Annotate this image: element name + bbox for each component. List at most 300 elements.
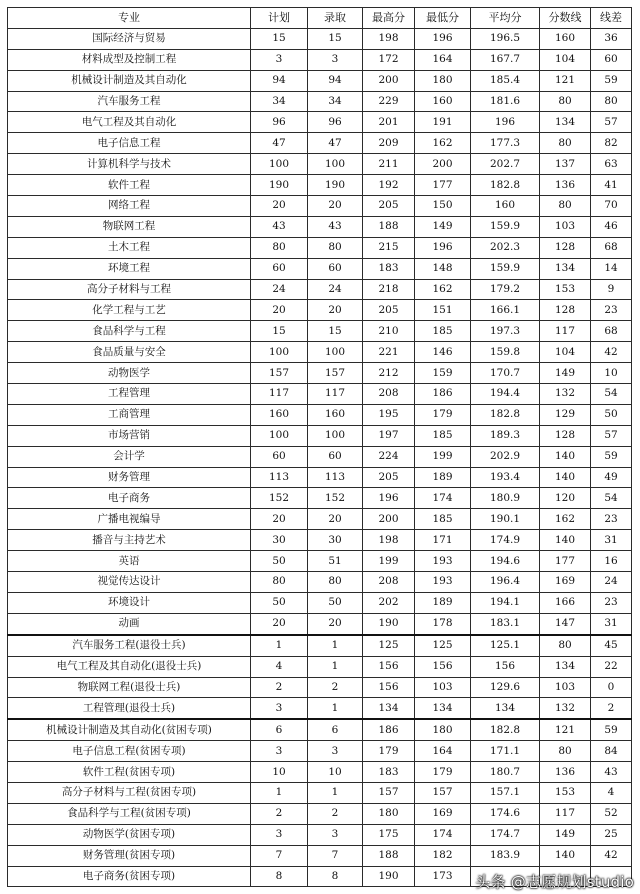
cell-min-score: 174 bbox=[415, 824, 471, 845]
cell-major: 电子商务 bbox=[8, 488, 251, 509]
cell-margin: 57 bbox=[591, 425, 632, 446]
cell-plan: 3 bbox=[251, 741, 308, 762]
cell-avg-score: 182.8 bbox=[471, 719, 540, 740]
cell-margin: 24 bbox=[591, 572, 632, 593]
cell-avg-score: 179.2 bbox=[471, 279, 540, 300]
cell-min-score: 191 bbox=[415, 112, 471, 133]
table-row bbox=[8, 762, 632, 783]
table-row bbox=[8, 321, 632, 342]
cell-avg-score: 185.4 bbox=[471, 70, 540, 91]
cell-min-score: 180 bbox=[415, 70, 471, 91]
cell-margin: 43 bbox=[591, 762, 632, 783]
cell-admitted: 3 bbox=[308, 741, 363, 762]
cell-min-score: 193 bbox=[415, 572, 471, 593]
table-row bbox=[8, 741, 632, 762]
cell-avg-score: 190.1 bbox=[471, 509, 540, 530]
cell-cutoff: 80 bbox=[540, 196, 591, 217]
cell-margin: 31 bbox=[591, 530, 632, 551]
cell-plan: 7 bbox=[251, 845, 308, 866]
cell-major: 网络工程 bbox=[8, 196, 251, 217]
cell-major: 电气工程及其自动化(退役士兵) bbox=[8, 656, 251, 677]
cell-min-score: 160 bbox=[415, 91, 471, 112]
cell-avg-score: 194.6 bbox=[471, 551, 540, 572]
cell-plan: 50 bbox=[251, 592, 308, 613]
cell-avg-score: 157.1 bbox=[471, 782, 540, 803]
cell-cutoff: 128 bbox=[540, 425, 591, 446]
cell-admitted: 20 bbox=[308, 509, 363, 530]
col-header-margin: 线差 bbox=[591, 8, 632, 29]
cell-plan: 20 bbox=[251, 613, 308, 634]
table-row bbox=[8, 175, 632, 196]
cell-min-score: 164 bbox=[415, 49, 471, 70]
cell-cutoff: 136 bbox=[540, 762, 591, 783]
cell-plan: 100 bbox=[251, 154, 308, 175]
cell-avg-score: 202.9 bbox=[471, 446, 540, 467]
cell-min-score: 185 bbox=[415, 425, 471, 446]
cell-min-score: 134 bbox=[415, 698, 471, 719]
cell-margin: 60 bbox=[591, 49, 632, 70]
cell-major: 土木工程 bbox=[8, 237, 251, 258]
cell-major: 机械设计制造及其自动化(贫困专项) bbox=[8, 719, 251, 740]
cell-max-score: 175 bbox=[363, 824, 415, 845]
cell-avg-score: 160 bbox=[471, 196, 540, 217]
cell-admitted: 96 bbox=[308, 112, 363, 133]
cell-max-score: 156 bbox=[363, 677, 415, 698]
cell-margin: 4 bbox=[591, 782, 632, 803]
cell-max-score: 172 bbox=[363, 49, 415, 70]
cell-cutoff: 140 bbox=[540, 845, 591, 866]
cell-max-score: 188 bbox=[363, 216, 415, 237]
table-row bbox=[8, 592, 632, 613]
cell-avg-score: 174.6 bbox=[471, 803, 540, 824]
cell-major: 视觉传达设计 bbox=[8, 572, 251, 593]
cell-plan: 160 bbox=[251, 404, 308, 425]
cell-cutoff: 132 bbox=[540, 384, 591, 405]
cell-min-score: 185 bbox=[415, 509, 471, 530]
cell-margin: 9 bbox=[591, 279, 632, 300]
cell-avg-score: 125.1 bbox=[471, 635, 540, 656]
cell-cutoff: 134 bbox=[540, 112, 591, 133]
cell-plan: 50 bbox=[251, 551, 308, 572]
cell-plan: 2 bbox=[251, 677, 308, 698]
cell-avg-score: 159.9 bbox=[471, 216, 540, 237]
table-row bbox=[8, 342, 632, 363]
cell-admitted: 60 bbox=[308, 446, 363, 467]
table-row bbox=[8, 28, 632, 49]
cell-plan: 6 bbox=[251, 719, 308, 740]
cell-admitted: 152 bbox=[308, 488, 363, 509]
cell-avg-score: 182.8 bbox=[471, 404, 540, 425]
cell-margin: 84 bbox=[591, 741, 632, 762]
table-row bbox=[8, 845, 632, 866]
cell-avg-score: 167.7 bbox=[471, 49, 540, 70]
table-row bbox=[8, 425, 632, 446]
cell-margin: 23 bbox=[591, 509, 632, 530]
table-row bbox=[8, 300, 632, 321]
cell-min-score: 171 bbox=[415, 530, 471, 551]
cell-admitted: 50 bbox=[308, 592, 363, 613]
cell-max-score: 134 bbox=[363, 698, 415, 719]
cell-min-score: 125 bbox=[415, 635, 471, 656]
cell-max-score: 200 bbox=[363, 509, 415, 530]
cell-plan: 157 bbox=[251, 363, 308, 384]
cell-min-score: 186 bbox=[415, 384, 471, 405]
cell-plan: 152 bbox=[251, 488, 308, 509]
cell-margin: 68 bbox=[591, 237, 632, 258]
cell-cutoff: 149 bbox=[540, 824, 591, 845]
cell-plan: 20 bbox=[251, 509, 308, 530]
cell-min-score: 148 bbox=[415, 258, 471, 279]
cell-major: 汽车服务工程(退役士兵) bbox=[8, 635, 251, 656]
cell-plan: 15 bbox=[251, 321, 308, 342]
cell-min-score: 196 bbox=[415, 237, 471, 258]
table-row bbox=[8, 154, 632, 175]
cell-cutoff: 80 bbox=[540, 635, 591, 656]
cell-margin: 25 bbox=[591, 824, 632, 845]
cell-major: 电气工程及其自动化 bbox=[8, 112, 251, 133]
cell-min-score: 193 bbox=[415, 551, 471, 572]
table-row bbox=[8, 656, 632, 677]
cell-max-score: 224 bbox=[363, 446, 415, 467]
cell-max-score: 192 bbox=[363, 175, 415, 196]
cell-cutoff: 177 bbox=[540, 551, 591, 572]
cell-margin: 52 bbox=[591, 803, 632, 824]
cell-admitted: 6 bbox=[308, 719, 363, 740]
cell-avg-score: 134 bbox=[471, 698, 540, 719]
cell-min-score: 151 bbox=[415, 300, 471, 321]
cell-cutoff: 160 bbox=[540, 28, 591, 49]
cell-plan: 117 bbox=[251, 384, 308, 405]
cell-avg-score: 197.3 bbox=[471, 321, 540, 342]
cell-avg-score: 156 bbox=[471, 656, 540, 677]
cell-max-score: 205 bbox=[363, 467, 415, 488]
col-header-plan: 计划 bbox=[251, 8, 308, 29]
cell-plan: 113 bbox=[251, 467, 308, 488]
cell-min-score: 103 bbox=[415, 677, 471, 698]
cell-cutoff: 117 bbox=[540, 321, 591, 342]
cell-major: 国际经济与贸易 bbox=[8, 28, 251, 49]
cell-avg-score: 202.3 bbox=[471, 237, 540, 258]
cell-cutoff: 137 bbox=[540, 154, 591, 175]
cell-plan: 20 bbox=[251, 196, 308, 217]
cell-admitted: 3 bbox=[308, 824, 363, 845]
cell-margin: 41 bbox=[591, 175, 632, 196]
col-header-avg-score: 平均分 bbox=[471, 8, 540, 29]
cell-cutoff: 140 bbox=[540, 446, 591, 467]
cell-major: 食品科学与工程 bbox=[8, 321, 251, 342]
cell-admitted: 80 bbox=[308, 237, 363, 258]
cell-admitted: 20 bbox=[308, 613, 363, 634]
cell-plan: 100 bbox=[251, 342, 308, 363]
cell-admitted: 80 bbox=[308, 572, 363, 593]
cell-max-score: 125 bbox=[363, 635, 415, 656]
cell-plan: 10 bbox=[251, 762, 308, 783]
cell-margin: 63 bbox=[591, 154, 632, 175]
cell-max-score: 180 bbox=[363, 803, 415, 824]
cell-margin: 82 bbox=[591, 133, 632, 154]
cell-min-score: 189 bbox=[415, 467, 471, 488]
cell-margin: 54 bbox=[591, 488, 632, 509]
cell-cutoff: 134 bbox=[540, 656, 591, 677]
cell-avg-score: 194.4 bbox=[471, 384, 540, 405]
cell-avg-score: 202.7 bbox=[471, 154, 540, 175]
cell-major: 动物医学(贫困专项) bbox=[8, 824, 251, 845]
cell-admitted: 7 bbox=[308, 845, 363, 866]
cell-max-score: 183 bbox=[363, 762, 415, 783]
cell-max-score: 208 bbox=[363, 384, 415, 405]
cell-max-score: 198 bbox=[363, 530, 415, 551]
cell-cutoff: 147 bbox=[540, 613, 591, 634]
cell-plan: 1 bbox=[251, 782, 308, 803]
cell-admitted: 113 bbox=[308, 467, 363, 488]
col-header-min-score: 最低分 bbox=[415, 8, 471, 29]
cell-margin: 42 bbox=[591, 845, 632, 866]
cell-cutoff: 104 bbox=[540, 342, 591, 363]
cell-avg-score: 166.1 bbox=[471, 300, 540, 321]
cell-avg-score: 189.3 bbox=[471, 425, 540, 446]
cell-cutoff: 129 bbox=[540, 404, 591, 425]
cell-admitted: 100 bbox=[308, 154, 363, 175]
col-header-cutoff: 分数线 bbox=[540, 8, 591, 29]
cell-min-score: 159 bbox=[415, 363, 471, 384]
cell-plan: 43 bbox=[251, 216, 308, 237]
cell-max-score: 209 bbox=[363, 133, 415, 154]
cell-min-score: 180 bbox=[415, 719, 471, 740]
cell-margin: 80 bbox=[591, 91, 632, 112]
table-row bbox=[8, 216, 632, 237]
cell-major: 高分子材料与工程 bbox=[8, 279, 251, 300]
cell-major: 会计学 bbox=[8, 446, 251, 467]
cell-major: 广播电视编导 bbox=[8, 509, 251, 530]
col-header-major: 专业 bbox=[8, 8, 251, 29]
cell-max-score: 221 bbox=[363, 342, 415, 363]
cell-plan: 96 bbox=[251, 112, 308, 133]
table-row bbox=[8, 446, 632, 467]
cell-max-score: 156 bbox=[363, 656, 415, 677]
cell-margin: 23 bbox=[591, 592, 632, 613]
cell-max-score: 179 bbox=[363, 741, 415, 762]
table-row bbox=[8, 635, 632, 656]
cell-margin: 14 bbox=[591, 258, 632, 279]
cell-admitted: 15 bbox=[308, 321, 363, 342]
cell-admitted: 24 bbox=[308, 279, 363, 300]
cell-avg-score: 180.9 bbox=[471, 488, 540, 509]
cell-cutoff: 128 bbox=[540, 300, 591, 321]
cell-max-score: 218 bbox=[363, 279, 415, 300]
cell-avg-score: 177.3 bbox=[471, 133, 540, 154]
cell-major: 食品质量与安全 bbox=[8, 342, 251, 363]
table-row bbox=[8, 719, 632, 740]
cell-min-score: 196 bbox=[415, 28, 471, 49]
cell-min-score: 189 bbox=[415, 592, 471, 613]
cell-admitted: 30 bbox=[308, 530, 363, 551]
cell-plan: 80 bbox=[251, 237, 308, 258]
cell-admitted: 20 bbox=[308, 196, 363, 217]
cell-cutoff: 80 bbox=[540, 91, 591, 112]
table-row bbox=[8, 49, 632, 70]
cell-major: 动画 bbox=[8, 613, 251, 634]
cell-min-score: 178 bbox=[415, 613, 471, 634]
cell-max-score: 190 bbox=[363, 866, 415, 887]
cell-min-score: 150 bbox=[415, 196, 471, 217]
cell-avg-score: 196.4 bbox=[471, 572, 540, 593]
cell-avg-score: 183.9 bbox=[471, 845, 540, 866]
cell-min-score: 173 bbox=[415, 866, 471, 887]
cell-margin: 0 bbox=[591, 677, 632, 698]
table-row bbox=[8, 91, 632, 112]
cell-plan: 30 bbox=[251, 530, 308, 551]
table-row bbox=[8, 279, 632, 300]
table-body bbox=[8, 28, 632, 887]
cell-admitted: 190 bbox=[308, 175, 363, 196]
cell-cutoff: 136 bbox=[540, 175, 591, 196]
cell-major: 播音与主持艺术 bbox=[8, 530, 251, 551]
cell-min-score: 174 bbox=[415, 488, 471, 509]
cell-max-score: 208 bbox=[363, 572, 415, 593]
cell-plan: 4 bbox=[251, 656, 308, 677]
cell-max-score: 202 bbox=[363, 592, 415, 613]
cell-major: 环境设计 bbox=[8, 592, 251, 613]
cell-margin: 10 bbox=[591, 363, 632, 384]
cell-cutoff: 162 bbox=[540, 509, 591, 530]
cell-major: 市场营销 bbox=[8, 425, 251, 446]
table-row bbox=[8, 551, 632, 572]
cell-plan: 15 bbox=[251, 28, 308, 49]
table-row bbox=[8, 824, 632, 845]
cell-major: 工商管理 bbox=[8, 404, 251, 425]
cell-margin: 31 bbox=[591, 613, 632, 634]
cell-admitted: 94 bbox=[308, 70, 363, 91]
cell-max-score: 200 bbox=[363, 70, 415, 91]
cell-margin: 50 bbox=[591, 404, 632, 425]
cell-margin: 59 bbox=[591, 719, 632, 740]
cell-min-score: 179 bbox=[415, 762, 471, 783]
cell-plan: 1 bbox=[251, 635, 308, 656]
cell-margin: 59 bbox=[591, 70, 632, 91]
cell-max-score: 186 bbox=[363, 719, 415, 740]
cell-admitted: 60 bbox=[308, 258, 363, 279]
cell-cutoff: 132 bbox=[540, 698, 591, 719]
col-header-admitted: 录取 bbox=[308, 8, 363, 29]
cell-cutoff: 80 bbox=[540, 133, 591, 154]
table-row bbox=[8, 698, 632, 719]
table-row bbox=[8, 70, 632, 91]
cell-avg-score: 180.7 bbox=[471, 762, 540, 783]
cell-max-score: 197 bbox=[363, 425, 415, 446]
cell-cutoff: 103 bbox=[540, 677, 591, 698]
cell-major: 动物医学 bbox=[8, 363, 251, 384]
table-row bbox=[8, 509, 632, 530]
cell-major: 物联网工程 bbox=[8, 216, 251, 237]
cell-min-score: 156 bbox=[415, 656, 471, 677]
cell-plan: 8 bbox=[251, 866, 308, 887]
cell-margin: 42 bbox=[591, 342, 632, 363]
cell-max-score: 198 bbox=[363, 28, 415, 49]
cell-plan: 190 bbox=[251, 175, 308, 196]
table-row bbox=[8, 237, 632, 258]
table-row bbox=[8, 384, 632, 405]
cell-margin: 23 bbox=[591, 300, 632, 321]
cell-avg-score: 193.4 bbox=[471, 467, 540, 488]
table-row bbox=[8, 404, 632, 425]
cell-major: 物联网工程(退役士兵) bbox=[8, 677, 251, 698]
cell-max-score: 229 bbox=[363, 91, 415, 112]
cell-margin: 46 bbox=[591, 216, 632, 237]
cell-max-score: 205 bbox=[363, 300, 415, 321]
cell-avg-score: 129.6 bbox=[471, 677, 540, 698]
cell-major: 计算机科学与技术 bbox=[8, 154, 251, 175]
table-row bbox=[8, 467, 632, 488]
cell-cutoff: 103 bbox=[540, 216, 591, 237]
cell-plan: 3 bbox=[251, 824, 308, 845]
cell-max-score: 199 bbox=[363, 551, 415, 572]
cell-avg-score: 183.1 bbox=[471, 613, 540, 634]
cell-major: 电子信息工程(贫困专项) bbox=[8, 741, 251, 762]
cell-admitted: 43 bbox=[308, 216, 363, 237]
cell-min-score: 157 bbox=[415, 782, 471, 803]
cell-major: 软件工程(贫困专项) bbox=[8, 762, 251, 783]
cell-margin: 57 bbox=[591, 112, 632, 133]
cell-cutoff: 104 bbox=[540, 49, 591, 70]
cell-avg-score: 171.1 bbox=[471, 741, 540, 762]
cell-admitted: 15 bbox=[308, 28, 363, 49]
cell-major: 汽车服务工程 bbox=[8, 91, 251, 112]
cell-max-score: 212 bbox=[363, 363, 415, 384]
cell-admitted: 10 bbox=[308, 762, 363, 783]
cell-major: 电子商务(贫困专项) bbox=[8, 866, 251, 887]
cell-admitted: 1 bbox=[308, 698, 363, 719]
cell-cutoff: 120 bbox=[540, 488, 591, 509]
cell-major: 英语 bbox=[8, 551, 251, 572]
cell-admitted: 160 bbox=[308, 404, 363, 425]
cell-plan: 3 bbox=[251, 698, 308, 719]
cell-cutoff: 166 bbox=[540, 592, 591, 613]
cell-major: 食品科学与工程(贫困专项) bbox=[8, 803, 251, 824]
watermark: 头条 @志愿规划studio bbox=[475, 873, 634, 891]
cell-max-score: 215 bbox=[363, 237, 415, 258]
table-row bbox=[8, 133, 632, 154]
header-row bbox=[8, 8, 632, 29]
table-row bbox=[8, 196, 632, 217]
cell-major: 电子信息工程 bbox=[8, 133, 251, 154]
cell-admitted: 47 bbox=[308, 133, 363, 154]
cell-major: 高分子材料与工程(贫困专项) bbox=[8, 782, 251, 803]
table-row bbox=[8, 258, 632, 279]
cell-admitted: 34 bbox=[308, 91, 363, 112]
cell-cutoff: 153 bbox=[540, 782, 591, 803]
admission-table bbox=[7, 7, 632, 887]
cell-avg-score: 194.1 bbox=[471, 592, 540, 613]
cell-cutoff: 140 bbox=[540, 467, 591, 488]
cell-cutoff: 134 bbox=[540, 258, 591, 279]
table-row bbox=[8, 613, 632, 634]
cell-min-score: 182 bbox=[415, 845, 471, 866]
cell-admitted: 117 bbox=[308, 384, 363, 405]
cell-major: 财务管理 bbox=[8, 467, 251, 488]
cell-margin: 36 bbox=[591, 28, 632, 49]
cell-plan: 80 bbox=[251, 572, 308, 593]
cell-margin: 49 bbox=[591, 467, 632, 488]
cell-min-score: 162 bbox=[415, 279, 471, 300]
cell-major: 财务管理(贫困专项) bbox=[8, 845, 251, 866]
cell-major: 材料成型及控制工程 bbox=[8, 49, 251, 70]
cell-avg-score: 170.7 bbox=[471, 363, 540, 384]
cell-avg-score: 181.6 bbox=[471, 91, 540, 112]
cell-admitted: 2 bbox=[308, 803, 363, 824]
cell-min-score: 169 bbox=[415, 803, 471, 824]
cell-min-score: 162 bbox=[415, 133, 471, 154]
cell-cutoff: 121 bbox=[540, 70, 591, 91]
